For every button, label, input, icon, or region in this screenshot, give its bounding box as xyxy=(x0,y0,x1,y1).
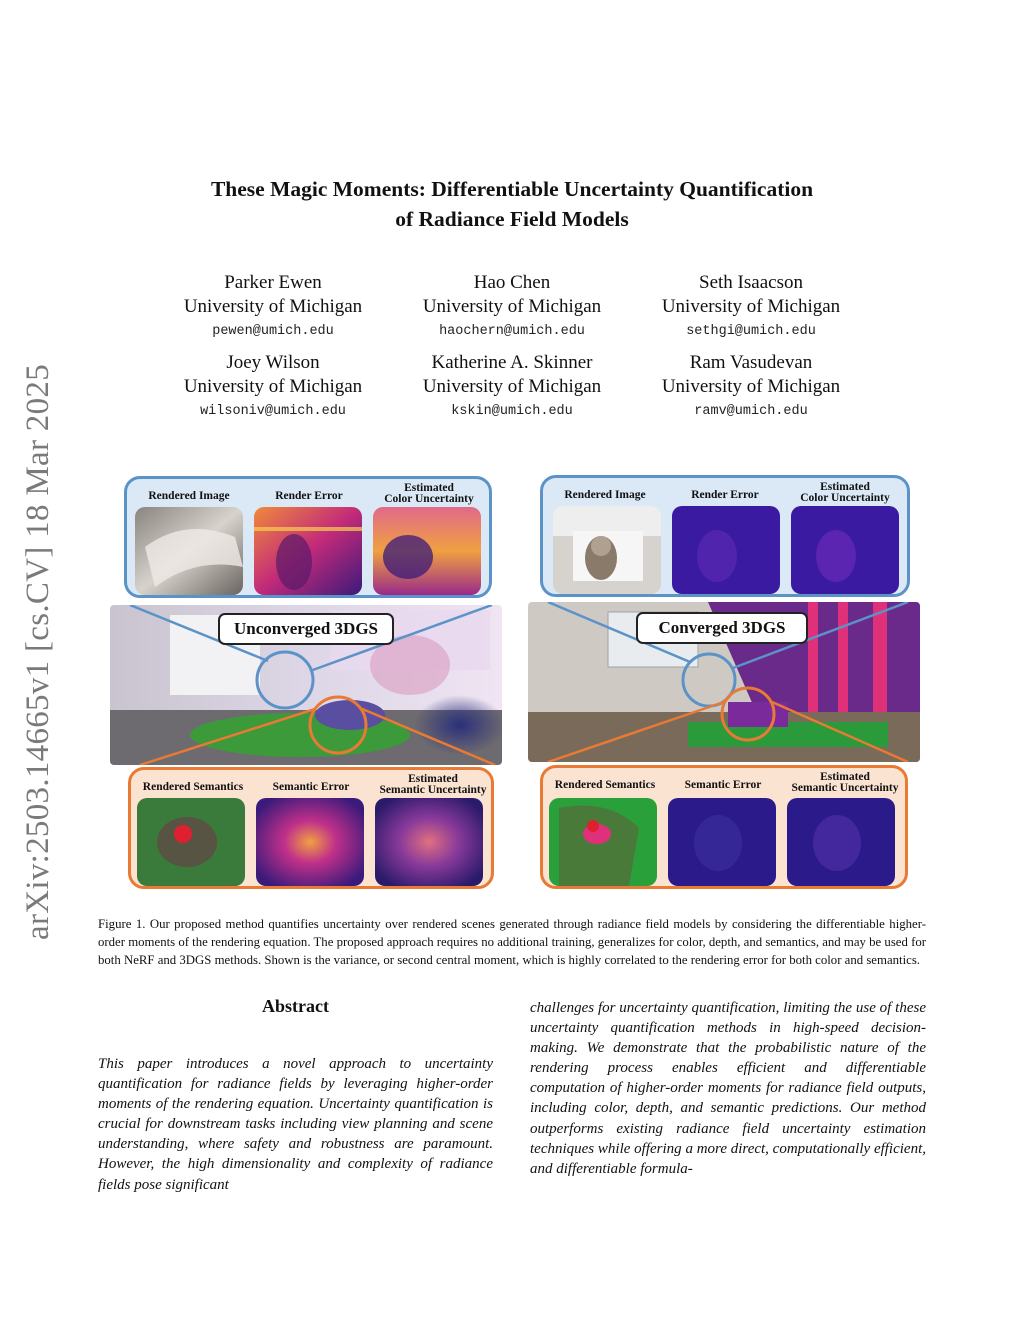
title-line-2: of Radiance Field Models xyxy=(395,207,629,231)
author-email[interactable]: wilsoniv@umich.edu xyxy=(200,404,346,419)
author-name: Hao Chen xyxy=(473,272,551,293)
rendered-semantics-content xyxy=(549,798,657,886)
author-affiliation: University of Michigan xyxy=(661,376,841,397)
author-affiliation: University of Michigan xyxy=(422,376,602,397)
author-block xyxy=(153,351,393,425)
panel-label-rendered-semantics: Rendered Semantics xyxy=(554,779,656,791)
color-uncertainty-heatmap xyxy=(791,506,899,594)
author-block xyxy=(153,271,393,345)
paper-title xyxy=(100,174,924,234)
author-email[interactable]: sethgi@umich.edu xyxy=(686,324,816,339)
thumb-semantic-error xyxy=(256,798,364,886)
panel-label-semantic-error: Semantic Error xyxy=(684,779,762,791)
thumb-rendered-semantics xyxy=(137,798,245,886)
rendered-semantics-content xyxy=(137,798,245,886)
thumb-color-uncertainty xyxy=(791,506,899,594)
semantic-uncertainty-heatmap xyxy=(375,798,483,886)
abstract-heading: Abstract xyxy=(262,996,329,1016)
author-email[interactable]: haochern@umich.edu xyxy=(439,324,585,339)
panel-label-rendered-image: Rendered Image xyxy=(564,489,646,501)
converged-scene-label: Converged 3DGS xyxy=(636,612,808,644)
author-name: Parker Ewen xyxy=(224,272,322,293)
thumb-render-error xyxy=(672,506,780,594)
converged-semantic-panel xyxy=(540,765,908,889)
panel-label-color-uncertainty: Estimated Color Uncertainty xyxy=(800,481,890,504)
render-error-heatmap xyxy=(254,507,362,595)
author-affiliation: University of Michigan xyxy=(422,296,602,317)
abstract-text-left-column: This paper introduces a novel approach to uncertainty quantification for radiance fields by leveraging higher-order moments of the rendering equation. Uncertainty quantification is crucial for downstream tasks including view planning and scene understanding, where safety and robustness are paramount. However, the high dimensionality and complexity of radiance fields pose significant xyxy=(98,1056,493,1193)
panel-label-semantic-uncertainty: Estimated Semantic Uncertainty xyxy=(379,773,487,796)
thumb-render-error xyxy=(254,507,362,595)
color-uncertainty-heatmap xyxy=(373,507,481,595)
author-affiliation: University of Michigan xyxy=(183,376,363,397)
author-email[interactable]: pewen@umich.edu xyxy=(212,324,334,339)
author-email[interactable]: kskin@umich.edu xyxy=(451,404,573,419)
author-block xyxy=(392,271,632,345)
author-block xyxy=(631,351,871,425)
author-name: Katherine A. Skinner xyxy=(431,352,593,373)
panel-label-render-error: Render Error xyxy=(275,490,343,502)
panel-label-semantic-error: Semantic Error xyxy=(272,781,350,793)
render-error-heatmap xyxy=(672,506,780,594)
thumb-semantic-error xyxy=(668,798,776,886)
author-block xyxy=(631,271,871,345)
unconverged-semantic-panel xyxy=(128,767,494,889)
thumb-rendered-image xyxy=(553,506,661,594)
semantic-uncertainty-heatmap xyxy=(787,798,895,886)
semantic-error-heatmap xyxy=(668,798,776,886)
thumb-semantic-uncertainty xyxy=(787,798,895,886)
author-name: Ram Vasudevan xyxy=(689,352,813,373)
rendered-image-content xyxy=(553,506,661,594)
panel-label-semantic-uncertainty: Estimated Semantic Uncertainty xyxy=(791,771,899,794)
semantic-error-heatmap xyxy=(256,798,364,886)
author-email[interactable]: ramv@umich.edu xyxy=(694,404,808,419)
thumb-semantic-uncertainty xyxy=(375,798,483,886)
title-line-1: These Magic Moments: Differentiable Uncertainty Quantification xyxy=(210,177,814,201)
author-block xyxy=(392,351,632,425)
author-affiliation: University of Michigan xyxy=(661,296,841,317)
arxiv-stamp: arXiv:2503.14665v1 [cs.CV] 18 Mar 2025 xyxy=(20,364,56,940)
thumb-color-uncertainty xyxy=(373,507,481,595)
unconverged-color-panel xyxy=(124,476,492,598)
panel-label-rendered-image: Rendered Image xyxy=(148,490,230,502)
panel-label-rendered-semantics: Rendered Semantics xyxy=(142,781,244,793)
figure-caption: Figure 1. Our proposed method quantifies uncertainty over rendered scenes generated through radiance field models by considering the differentiable higher-order moments of the rendering equation. The proposed approach requires no additional training, generalizes for color, depth, and semantics, and may be used for both NeRF and 3DGS methods. Shown is the variance, or second central moment, which is highly correlated to the rendering error for both color and semantics. xyxy=(98,917,926,967)
rendered-image-content xyxy=(135,507,243,595)
abstract-text-right-column: challenges for uncertainty quantification, limiting the use of these uncertainty quantification methods in high-speed decision-making. We demonstrate that the probabilistic nature of the rendering process enables efficient and differentiable computation of higher-order moments for radiance field outputs, including color, depth, and semantic predictions. Our method outperforms existing radiance field uncertainty estimation techniques while offering a more direct, computationally efficient, and differentiable formula- xyxy=(530,1000,926,1177)
author-name: Joey Wilson xyxy=(226,352,320,373)
author-name: Seth Isaacson xyxy=(699,272,803,293)
converged-color-panel xyxy=(540,475,910,597)
panel-label-color-uncertainty: Estimated Color Uncertainty xyxy=(384,482,474,505)
author-affiliation: University of Michigan xyxy=(183,296,363,317)
figure-1 xyxy=(100,470,924,895)
unconverged-scene-label: Unconverged 3DGS xyxy=(218,613,394,645)
thumb-rendered-semantics xyxy=(549,798,657,886)
thumb-rendered-image xyxy=(135,507,243,595)
panel-label-render-error: Render Error xyxy=(691,489,759,501)
